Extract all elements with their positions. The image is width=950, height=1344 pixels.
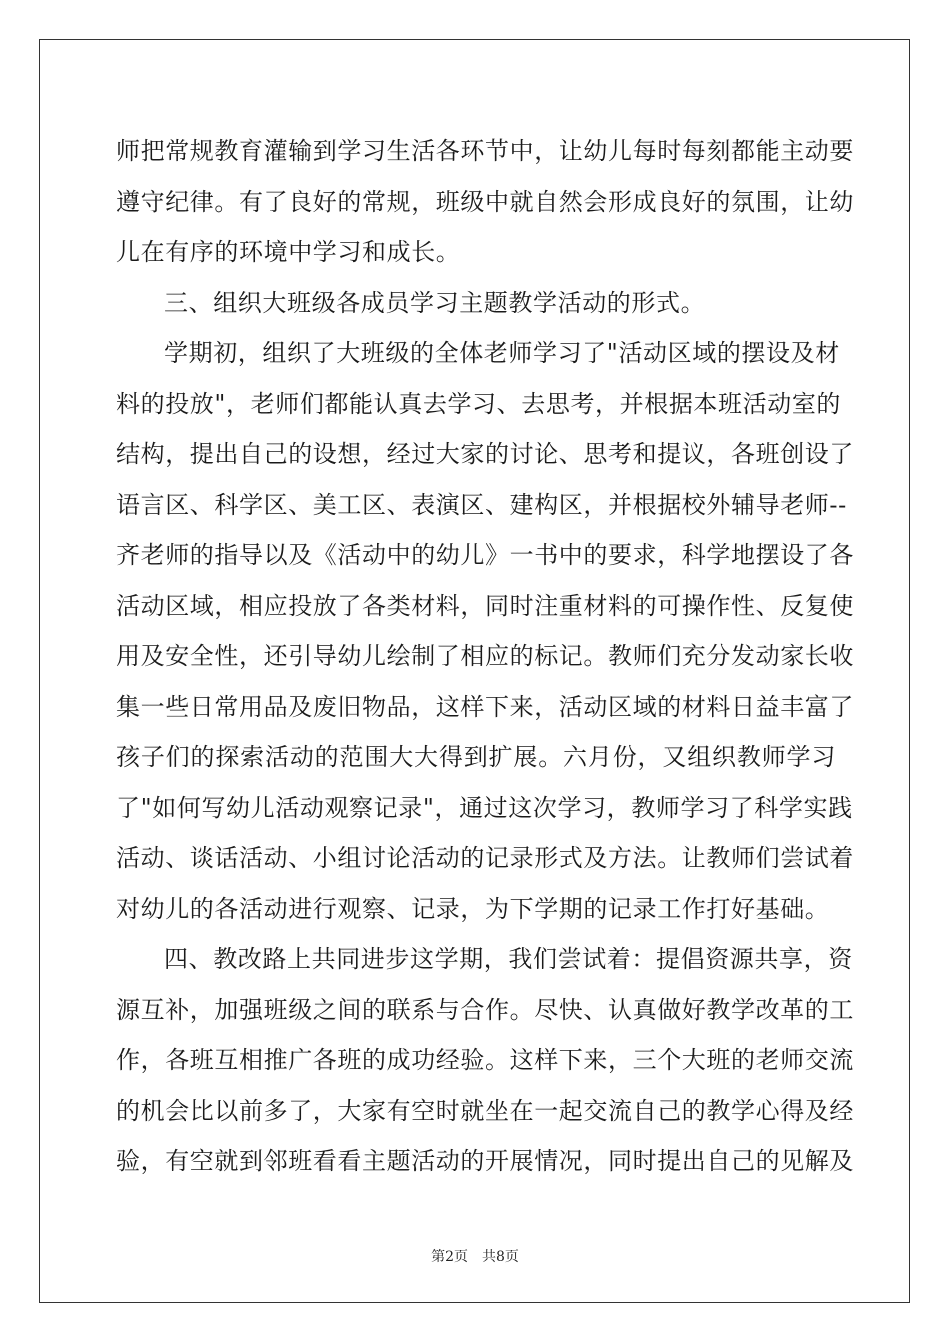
text-line: 孩子们的探索活动的范围大大得到扩展。六月份，又组织教师学习 (116, 743, 836, 771)
section-heading: 三、组织大班级各成员学习主题教学活动的形式。 (164, 288, 706, 317)
text-line: 验，有空就到邻班看看主题活动的开展情况，同时提出自己的见解及 (116, 1147, 854, 1175)
text-line: 的机会比以前多了，大家有空时就坐在一起交流自己的教学心得及经 (116, 1096, 854, 1125)
text-line: 齐老师的指导以及《活动中的幼儿》一书中的要求，科学地摆设了各 (116, 541, 854, 569)
text-line: 儿在有序的环境中学习和成长。 (116, 238, 461, 266)
text-line: 活动区域，相应投放了各类材料，同时注重材料的可操作性、反复使 (116, 591, 854, 620)
text-line: 了"如何写幼儿活动观察记录"，通过这次学习，教师学习了科学实践 (116, 793, 853, 822)
text-line: 语言区、科学区、美工区、表演区、建构区，并根据校外辅导老师-- (116, 490, 847, 519)
text-line: 对幼儿的各活动进行观察、记录，为下学期的记录工作打好基础。 (116, 894, 830, 923)
document-body (116, 126, 854, 1187)
text-line: 料的投放"，老师们都能认真去学习、去思考，并根据本班活动室的 (116, 389, 842, 418)
text-line: 集一些日常用品及废旧物品，这样下来，活动区域的材料日益丰富了 (116, 692, 854, 721)
page-number: 第2页 (431, 1249, 468, 1265)
text-line: 师把常规教育灌输到学习生活各环节中，让幼儿每时每刻都能主动要 (116, 137, 854, 165)
text-line: 源互补，加强班级之间的联系与合作。尽快、认真做好教学改革的工 (116, 995, 854, 1024)
text-line: 作，各班互相推广各班的成功经验。这样下来，三个大班的老师交流 (116, 1046, 854, 1074)
page-total: 共8页 (482, 1249, 519, 1265)
text-line: 用及安全性，还引导幼儿绘制了相应的标记。教师们充分发动家长收 (116, 642, 854, 670)
text-line: 结构，提出自己的设想，经过大家的讨论、思考和提议，各班创设了 (116, 440, 854, 468)
text-line: 活动、谈话活动、小组讨论活动的记录形式及方法。让教师们尝试着 (116, 844, 854, 872)
section-heading: 四、教改路上共同进步这学期，我们尝试着：提倡资源共享，资 (164, 945, 853, 973)
text-line: 遵守纪律。有了良好的常规，班级中就自然会形成良好的氛围，让幼 (116, 187, 854, 216)
page-footer (0, 1246, 950, 1266)
text-line: 学期初，组织了大班级的全体老师学习了"活动区域的摆设及材 (164, 339, 840, 367)
